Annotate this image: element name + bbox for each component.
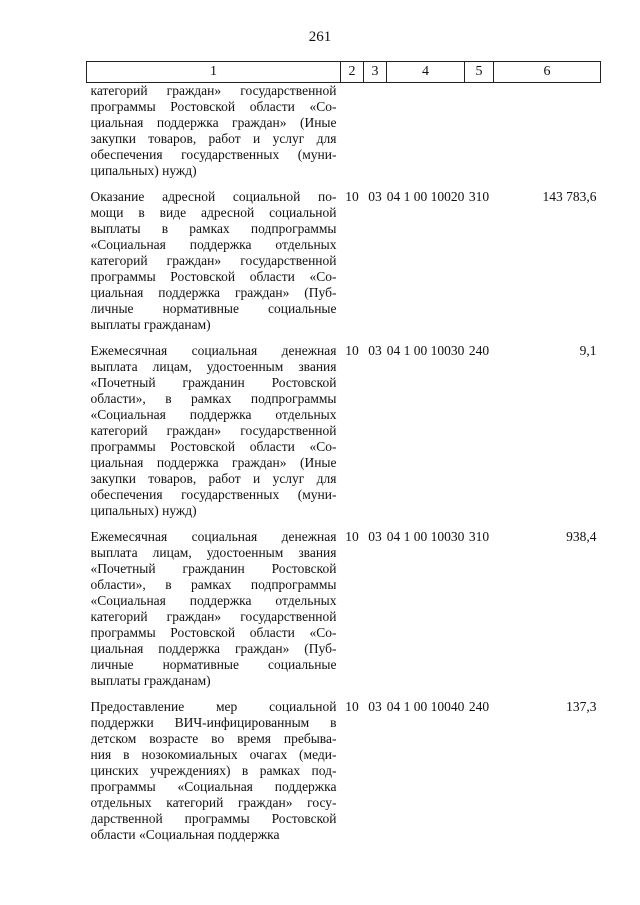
description-line: категорий граждан» государственной	[90, 423, 337, 438]
section-code: 10	[345, 189, 359, 204]
description-line: обеспечения государственных (муни-	[90, 487, 337, 502]
description-line: категорий граждан» государственной	[90, 83, 337, 98]
target-article-code	[387, 83, 465, 180]
amount-value: 938,4	[566, 529, 597, 544]
table-row	[87, 343, 601, 519]
target-article-code: 04 1 00 10020	[386, 189, 465, 204]
description-line: отдельных категорий граждан» госу-	[90, 795, 337, 810]
budget-table	[86, 61, 601, 843]
row-description	[87, 343, 341, 519]
row-description	[87, 699, 341, 843]
description-line: «Социальная поддержка отдельных	[90, 593, 337, 608]
description-line: программы Ростовской области «Со-	[90, 439, 337, 454]
description-line: «Почетный гражданин Ростовской	[90, 561, 337, 576]
expense-type-code: 240	[468, 699, 490, 714]
description-line: закупки товаров, работ и услуг для	[90, 131, 337, 146]
description-line: «Социальная поддержка отдельных	[90, 237, 337, 252]
amount-value: 137,3	[566, 699, 597, 714]
description-line: циальная поддержка граждан» (Иные	[90, 455, 337, 470]
table-header	[87, 62, 601, 83]
section-code: 10	[345, 343, 359, 358]
section-code: 10	[345, 699, 359, 714]
description-line: ния в нозокомиальных очагах (меди-	[90, 747, 337, 762]
target-article-code: 04 1 00 10040	[386, 699, 465, 714]
row-spacer-cell	[87, 689, 601, 699]
description-line: дарственной программы Ростовской	[90, 811, 337, 826]
header-col-1: 1	[87, 62, 341, 83]
description-line: ципальных) нужд)	[90, 503, 197, 518]
description-line: детском возрасте во время пребыва-	[90, 731, 337, 746]
description-line: «Социальная поддержка отдельных	[90, 407, 337, 422]
section-code: 10	[345, 529, 359, 544]
description-line: закупки товаров, работ и услуг для	[90, 471, 337, 486]
description-line: области», в рамках подпрограммы	[90, 577, 337, 592]
expense-type-code	[465, 83, 494, 180]
header-col-4: 4	[387, 62, 465, 83]
target-article-code: 04 1 00 10030	[386, 343, 465, 358]
description-line: личные нормативные социальные	[90, 657, 337, 672]
description-line: Предоставление мер социальной	[90, 699, 337, 714]
description-line: Оказание адресной социальной по-	[90, 189, 337, 204]
description-line: категорий граждан» государственной	[90, 253, 337, 268]
page-number: 261	[308, 29, 332, 45]
description-line: цинских учреждениях) в рамках под-	[90, 763, 337, 778]
table-row	[87, 83, 601, 180]
expense-type-code: 240	[468, 343, 490, 358]
table-row	[87, 699, 601, 843]
expense-type-code: 310	[468, 189, 490, 204]
description-line: циальная поддержка граждан» (Пуб-	[90, 285, 337, 300]
description-line: выплаты в рамках подпрограммы	[90, 221, 337, 236]
description-line: области», в рамках подпрограммы	[90, 391, 337, 406]
subsection-code: 03	[368, 529, 382, 544]
description-line: поддержки ВИЧ-инфицированным в	[90, 715, 337, 730]
description-line: выплаты гражданам)	[90, 673, 211, 688]
header-col-2: 2	[341, 62, 364, 83]
row-spacer-cell	[87, 519, 601, 529]
table-body	[87, 83, 601, 844]
row-spacer	[87, 333, 601, 343]
section-code	[341, 83, 364, 180]
row-description	[87, 189, 341, 333]
expense-type-code: 310	[468, 529, 490, 544]
description-line: выплата лицам, удостоенным звания	[90, 359, 337, 374]
amount-value: 9,1	[579, 343, 597, 358]
subsection-code: 03	[368, 699, 382, 714]
subsection-code: 03	[368, 189, 382, 204]
description-line: Ежемесячная социальная денежная	[90, 343, 337, 358]
row-spacer	[87, 519, 601, 529]
description-line: программы Ростовской области «Со-	[90, 99, 337, 114]
description-line: ципальных) нужд)	[90, 163, 197, 178]
description-line: циальная поддержка граждан» (Пуб-	[90, 641, 337, 656]
row-spacer-cell	[87, 179, 601, 189]
row-spacer-cell	[87, 333, 601, 343]
target-article-code: 04 1 00 10030	[386, 529, 465, 544]
description-line: категорий граждан» государственной	[90, 609, 337, 624]
amount-value	[494, 83, 601, 180]
header-col-3: 3	[364, 62, 387, 83]
table-row	[87, 189, 601, 333]
description-line: личные нормативные социальные	[90, 301, 337, 316]
description-line: выплата лицам, удостоенным звания	[90, 545, 337, 560]
subsection-code: 03	[368, 343, 382, 358]
description-line: Ежемесячная социальная денежная	[90, 529, 337, 544]
table-row	[87, 529, 601, 689]
description-line: программы Ростовской области «Со-	[90, 269, 337, 284]
description-line: «Почетный гражданин Ростовской	[90, 375, 337, 390]
header-col-6: 6	[494, 62, 601, 83]
description-line: области «Социальная поддержка	[90, 827, 280, 842]
description-line: циальная поддержка граждан» (Иные	[90, 115, 337, 130]
row-spacer	[87, 179, 601, 189]
description-line: программы «Социальная поддержка	[90, 779, 337, 794]
row-description	[87, 529, 341, 689]
description-line: программы Ростовской области «Со-	[90, 625, 337, 640]
subsection-code	[364, 83, 387, 180]
description-line: обеспечения государственных (муни-	[90, 147, 337, 162]
amount-value: 143 783,6	[542, 189, 597, 204]
header-col-5: 5	[465, 62, 494, 83]
row-description	[87, 83, 341, 180]
row-spacer	[87, 689, 601, 699]
description-line: мощи в виде адресной социальной	[90, 205, 337, 220]
description-line: выплаты гражданам)	[90, 317, 211, 332]
